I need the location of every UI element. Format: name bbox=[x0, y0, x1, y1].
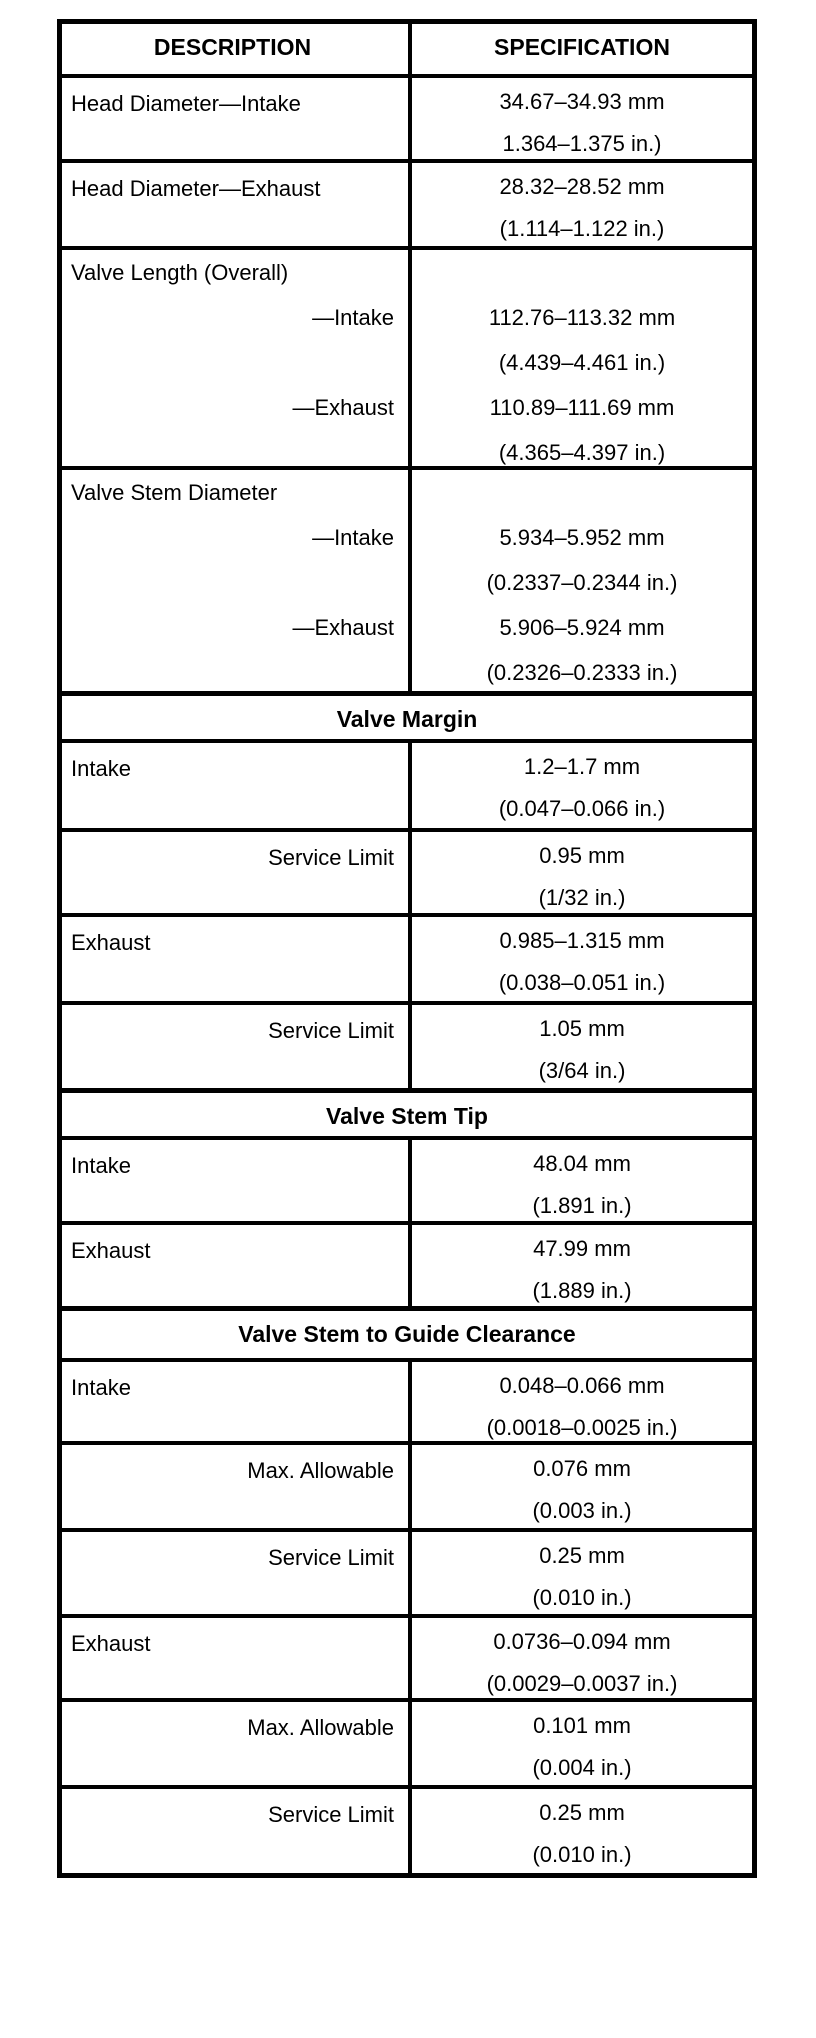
spacer bbox=[412, 470, 752, 515]
sub-label-exhaust: —Exhaust bbox=[292, 395, 394, 420]
section-title: Valve Margin bbox=[336, 706, 478, 732]
sub-label-intake: —Intake bbox=[312, 305, 394, 330]
table-row-group bbox=[62, 246, 752, 466]
spec-in-value: (1.889 in.) bbox=[532, 1278, 632, 1303]
valve-specification-table bbox=[57, 19, 757, 1878]
section-header-valve-margin bbox=[62, 691, 752, 739]
sub-label-exhaust: —Exhaust bbox=[292, 615, 394, 640]
spec-cell bbox=[408, 1005, 752, 1088]
spec-cell bbox=[408, 917, 752, 1001]
spec-cell bbox=[408, 163, 752, 246]
spec-in-value: (1.114–1.122 in.) bbox=[499, 216, 665, 241]
spec-mm-value: 0.95 mm bbox=[539, 843, 625, 868]
spec-cell bbox=[408, 250, 752, 466]
spec-mm-value: 1.2–1.7 mm bbox=[523, 754, 641, 779]
description-column-header: DESCRIPTION bbox=[153, 34, 312, 60]
table-row bbox=[62, 1528, 752, 1614]
spec-cell bbox=[408, 1532, 752, 1614]
desc-cell: Max. Allowable bbox=[247, 1715, 394, 1740]
spec-cell bbox=[408, 743, 752, 828]
spec-mm-value: 0.25 mm bbox=[539, 1543, 625, 1568]
table-row bbox=[62, 74, 752, 159]
spec-in-value: (0.047–0.066 in.) bbox=[498, 796, 666, 821]
section-title: Valve Stem to Guide Clearance bbox=[238, 1321, 576, 1347]
spacer bbox=[71, 650, 394, 691]
desc-cell: Intake bbox=[71, 1375, 131, 1400]
spec-cell bbox=[408, 1789, 752, 1873]
specification-column-header: SPECIFICATION bbox=[408, 24, 752, 74]
spec-mm-value: 5.934–5.952 mm bbox=[499, 525, 665, 550]
spec-mm-value: 112.76–113.32 mm bbox=[488, 305, 676, 330]
table-row bbox=[62, 159, 752, 246]
spec-mm-value: 28.32–28.52 mm bbox=[499, 174, 665, 199]
spec-cell bbox=[408, 1140, 752, 1221]
spec-in-value: (3/64 in.) bbox=[538, 1058, 626, 1083]
section-title: Valve Stem Tip bbox=[326, 1103, 488, 1129]
table-row bbox=[62, 1358, 752, 1441]
spacer bbox=[71, 560, 394, 605]
spec-in-value: (0.003 in.) bbox=[532, 1498, 632, 1523]
spec-mm-value: 0.985–1.315 mm bbox=[499, 928, 665, 953]
spec-in-value: (0.2337–0.2344 in.) bbox=[486, 570, 678, 595]
spec-in-value: 1.364–1.375 in.) bbox=[502, 131, 662, 156]
desc-cell: Exhaust bbox=[71, 930, 151, 955]
table-row bbox=[62, 828, 752, 913]
spec-mm-value: 0.101 mm bbox=[533, 1713, 631, 1738]
desc-cell: Exhaust bbox=[71, 1238, 151, 1263]
spec-cell bbox=[408, 470, 752, 691]
table-row-group bbox=[62, 466, 752, 691]
desc-cell: Head Diameter—Intake bbox=[71, 91, 301, 116]
desc-cell bbox=[62, 470, 408, 691]
section-header-valve-stem-tip bbox=[62, 1088, 752, 1136]
desc-cell: Max. Allowable bbox=[247, 1458, 394, 1483]
desc-cell: Head Diameter—Exhaust bbox=[71, 176, 321, 201]
spec-in-value: (0.0029–0.0037 in.) bbox=[486, 1671, 678, 1696]
table-row bbox=[62, 739, 752, 828]
spec-cell bbox=[408, 1702, 752, 1785]
spec-in-value: (1/32 in.) bbox=[538, 885, 626, 910]
spec-mm-value: 1.05 mm bbox=[539, 1016, 625, 1041]
spec-mm-value: 0.048–0.066 mm bbox=[499, 1373, 665, 1398]
desc-cell: Service Limit bbox=[268, 845, 394, 870]
spec-cell bbox=[408, 1618, 752, 1698]
group-label: Valve Stem Diameter bbox=[71, 480, 278, 505]
spacer bbox=[71, 340, 394, 385]
spec-in-value: (0.004 in.) bbox=[532, 1755, 632, 1780]
spec-cell bbox=[408, 78, 752, 159]
table-row bbox=[62, 1441, 752, 1528]
spec-cell bbox=[408, 1445, 752, 1528]
spec-mm-value: 0.0736–0.094 mm bbox=[493, 1629, 671, 1654]
desc-cell: Service Limit bbox=[268, 1018, 394, 1043]
spec-mm-value: 110.89–111.69 mm bbox=[489, 395, 675, 420]
table-row bbox=[62, 1221, 752, 1306]
desc-cell: Service Limit bbox=[268, 1802, 394, 1827]
spec-mm-value: 48.04 mm bbox=[533, 1151, 631, 1176]
sub-label-intake: —Intake bbox=[312, 525, 394, 550]
spec-cell bbox=[408, 1362, 752, 1441]
table-row bbox=[62, 1785, 752, 1873]
spacer bbox=[412, 250, 752, 295]
desc-cell: Intake bbox=[71, 1153, 131, 1178]
table-header-row bbox=[62, 24, 752, 74]
group-label: Valve Length (Overall) bbox=[71, 260, 289, 285]
table-row bbox=[62, 913, 752, 1001]
spec-in-value: (1.891 in.) bbox=[532, 1193, 632, 1218]
desc-cell: Intake bbox=[71, 756, 131, 781]
spec-in-value: (0.010 in.) bbox=[532, 1585, 632, 1610]
table-row bbox=[62, 1136, 752, 1221]
table-row bbox=[62, 1698, 752, 1785]
spec-mm-value: 34.67–34.93 mm bbox=[499, 89, 665, 114]
spec-cell bbox=[408, 832, 752, 913]
desc-cell: Exhaust bbox=[71, 1631, 151, 1656]
spec-mm-value: 5.906–5.924 mm bbox=[499, 615, 665, 640]
spec-in-value: (4.365–4.397 in.) bbox=[498, 440, 666, 465]
table-row bbox=[62, 1614, 752, 1698]
spec-in-value: (0.038–0.051 in.) bbox=[498, 970, 666, 995]
spec-cell bbox=[408, 1225, 752, 1306]
spec-in-value: (0.0018–0.0025 in.) bbox=[486, 1415, 678, 1440]
spec-mm-value: 0.076 mm bbox=[533, 1456, 631, 1481]
spec-in-value: (0.010 in.) bbox=[532, 1842, 632, 1867]
spec-in-value: (0.2326–0.2333 in.) bbox=[486, 660, 678, 685]
spec-mm-value: 0.25 mm bbox=[539, 1800, 625, 1825]
table-row bbox=[62, 1001, 752, 1088]
desc-cell bbox=[62, 250, 408, 466]
spec-mm-value: 47.99 mm bbox=[533, 1236, 631, 1261]
spacer bbox=[71, 430, 394, 466]
spec-in-value: (4.439–4.461 in.) bbox=[498, 350, 666, 375]
section-header-valve-stem-to-guide-clearance bbox=[62, 1306, 752, 1358]
desc-cell: Service Limit bbox=[268, 1545, 394, 1570]
